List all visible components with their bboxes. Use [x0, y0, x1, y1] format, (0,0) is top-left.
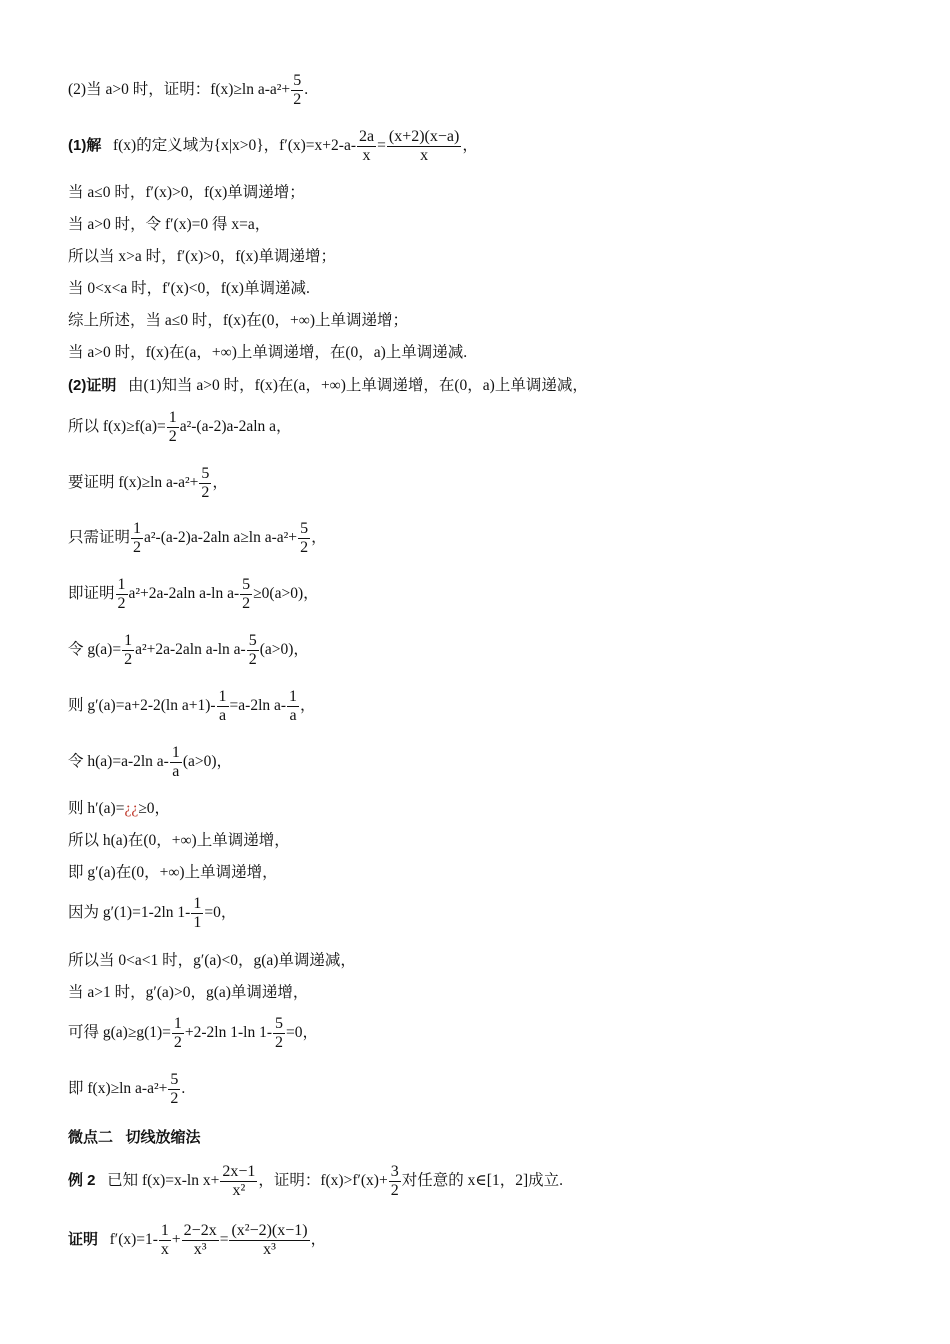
numerator: 1 — [168, 409, 177, 426]
numerator: 1 — [173, 1015, 182, 1032]
text-line — [68, 343, 467, 363]
text-line — [68, 311, 408, 331]
denominator: 2 — [124, 651, 133, 668]
numerator: 2x−1 — [222, 1163, 256, 1180]
numerator: 1 — [133, 520, 142, 537]
text-run: 即 g′(a)在(0，+∞)上单调递增， — [68, 864, 278, 881]
numerator: 3 — [390, 1163, 399, 1180]
text-run: 即证明 — [68, 585, 115, 603]
text-run: 可得 g(a)≥g(1)= — [68, 1024, 171, 1042]
numerator: 5 — [170, 1071, 179, 1088]
fraction — [217, 688, 229, 725]
denominator: 2 — [248, 651, 257, 668]
text-line — [68, 688, 316, 725]
text-run: 当 a≤0 时，f′(x)>0，f(x)单调递增； — [68, 184, 305, 201]
fraction — [182, 1222, 219, 1259]
text-run: 因为 g′(1)=1-2ln 1- — [68, 904, 191, 922]
text-run: ≥0， — [138, 800, 170, 817]
denominator: 2 — [275, 1034, 283, 1051]
text-run: 对任意的 x∈[1，2]成立. — [401, 1172, 564, 1190]
fraction — [167, 409, 179, 446]
fraction — [159, 1222, 171, 1259]
text-run: =0， — [286, 1024, 318, 1042]
text-run: 已知 f(x)=x-ln x+ — [95, 1172, 220, 1190]
text-run: + — [171, 1231, 181, 1249]
text-line — [68, 465, 228, 502]
numerator: 2−2x — [183, 1222, 217, 1239]
text-run: 令 h(a)=a-2ln a- — [68, 753, 169, 771]
numerator: (x+2)(x−a) — [388, 128, 460, 145]
denominator: x — [160, 1241, 169, 1258]
text-run: a²+2a-2aln a-ln a- — [135, 641, 246, 659]
text-run: =a-2ln a- — [229, 697, 287, 715]
numerator: 1 — [124, 632, 133, 649]
text-line — [68, 831, 290, 851]
denominator: x³ — [263, 1241, 276, 1258]
numerator: 5 — [242, 576, 251, 593]
numerator: 1 — [171, 744, 180, 761]
text-line — [68, 247, 336, 267]
fraction — [191, 895, 203, 932]
text-run: =0， — [204, 904, 237, 922]
text-run: 当 0<x<a 时，f′(x)<0，f(x)单调递减. — [68, 280, 310, 297]
text-line — [68, 128, 478, 165]
text-run: . — [304, 81, 309, 99]
denominator: a — [218, 707, 227, 724]
fraction — [287, 688, 299, 725]
fraction — [240, 576, 252, 613]
text-run: ， — [310, 1231, 327, 1249]
fraction — [389, 1163, 401, 1200]
text-run: 即 f(x)≥ln a-a²+ — [68, 1080, 168, 1098]
bold-label: (1)解 — [68, 137, 102, 155]
denominator: x² — [232, 1182, 246, 1199]
text-line — [68, 576, 319, 613]
bold-label: 例 2 — [68, 1172, 96, 1190]
denominator: x³ — [193, 1241, 207, 1258]
text-line — [68, 863, 278, 883]
numerator: 2a — [359, 128, 375, 145]
text-line — [68, 72, 308, 109]
text-run: 所以 f(x)≥f(a)= — [68, 418, 166, 436]
numerator: 1 — [117, 576, 126, 593]
fraction — [116, 576, 128, 613]
denominator: 2 — [170, 1090, 179, 1107]
fraction — [170, 744, 182, 781]
text-run: ≥0(a>0)， — [253, 585, 319, 603]
example-statement — [68, 1163, 563, 1200]
text-line — [68, 895, 236, 932]
denominator: a — [172, 763, 180, 780]
text-run: 要证明 f(x)≥ln a-a²+ — [68, 474, 199, 492]
text-run: a²-(a-2)a-2aln a≥ln a-a²+ — [144, 529, 298, 547]
fraction — [298, 520, 310, 557]
text-run: ， — [212, 474, 228, 492]
text-line — [68, 1071, 185, 1108]
garbled-glyph: ¿¿ — [124, 800, 139, 817]
bold-label: (2)证明 — [68, 377, 117, 394]
text-line — [68, 951, 356, 971]
fraction — [199, 465, 211, 502]
text-run: a²+2a-2aln a-ln a- — [128, 585, 240, 603]
numerator: (x²−2)(x−1) — [231, 1222, 308, 1239]
text-run: 则 g′(a)=a+2-2(ln a+1)- — [68, 697, 216, 715]
section-heading — [68, 1128, 201, 1148]
fraction — [229, 1222, 309, 1259]
denominator: 2 — [201, 484, 210, 501]
text-run: f′(x)=1- — [98, 1231, 158, 1249]
numerator: 5 — [300, 520, 309, 537]
text-line — [68, 279, 310, 299]
denominator: 2 — [173, 1034, 182, 1051]
text-line — [68, 632, 309, 669]
text-run: +2-2ln 1-ln 1- — [184, 1024, 272, 1042]
text-run: a²-(a-2)a-2aln a， — [179, 418, 292, 436]
denominator: 2 — [390, 1182, 399, 1199]
text-run: = — [219, 1231, 229, 1249]
text-line — [68, 520, 327, 557]
text-run: 令 g(a)= — [68, 641, 122, 659]
text-line — [68, 215, 270, 235]
text-line — [68, 183, 305, 203]
denominator: 2 — [133, 539, 142, 556]
text-run: 则 h′(a)= — [68, 800, 125, 817]
text-run: (2)当 a>0 时，证明：f(x)≥ln a-a²+ — [68, 81, 291, 99]
text-run: ， — [311, 529, 327, 547]
numerator: 5 — [293, 72, 302, 89]
numerator: 5 — [248, 632, 257, 649]
text-line — [68, 409, 292, 446]
fraction — [291, 72, 303, 109]
denominator: 2 — [300, 539, 309, 556]
text-line — [68, 744, 232, 781]
text-run: 所以当 0<a<1 时，g′(a)<0，g(a)单调递减， — [68, 952, 356, 969]
fraction — [122, 632, 134, 669]
text-run: 只需证明 — [68, 529, 131, 547]
denominator: a — [289, 707, 297, 724]
text-line — [68, 799, 170, 819]
text-run: = — [377, 137, 386, 155]
numerator: 1 — [160, 1222, 169, 1239]
text-run: 所以当 x>a 时，f′(x)>0，f(x)单调递增； — [68, 248, 336, 265]
fraction — [220, 1163, 257, 1200]
fraction — [247, 632, 259, 669]
text-run: 当 a>1 时，g′(a)>0，g(a)单调递增， — [68, 984, 309, 1001]
numerator: 1 — [193, 895, 202, 912]
numerator: 5 — [201, 465, 210, 482]
text-run: (a>0)， — [182, 753, 233, 771]
bold-label: 证明 — [68, 1231, 99, 1249]
numerator: 1 — [218, 688, 227, 705]
text-run: (a>0)， — [259, 641, 309, 659]
text-run: 由(1)知当 a>0 时，f(x)在(a，+∞)上单调递增，在(0，a)上单调递减， — [116, 377, 588, 394]
denominator: 1 — [193, 914, 202, 931]
fraction — [168, 1071, 180, 1108]
text-run: ， — [300, 697, 316, 715]
text-line — [68, 376, 588, 396]
bold-label: 微点二 切线放缩法 — [68, 1129, 201, 1146]
text-run: f(x)的定义域为{x|x>0}，f′(x)=x+2-a- — [101, 137, 356, 155]
text-line — [68, 983, 308, 1003]
text-line — [68, 1015, 318, 1052]
text-run: 当 a>0 时，f(x)在(a，+∞)上单调递增，在(0，a)上单调递减. — [68, 344, 468, 361]
denominator: 2 — [293, 91, 302, 108]
text-run: . — [181, 1080, 186, 1098]
text-run: 综上所述，当 a≤0 时，f(x)在(0，+∞)上单调递增； — [68, 312, 408, 329]
text-run: 所以 h(a)在(0，+∞)上单调递增， — [68, 832, 290, 849]
fraction — [357, 128, 376, 165]
denominator: x — [420, 147, 429, 164]
fraction — [131, 520, 143, 557]
denominator: x — [362, 147, 371, 164]
denominator: 2 — [242, 595, 251, 612]
fraction — [273, 1015, 285, 1052]
text-line — [68, 1222, 326, 1259]
denominator: 2 — [117, 595, 126, 612]
text-run: ，证明：f(x)>f′(x)+ — [258, 1172, 388, 1190]
numerator: 1 — [289, 688, 298, 705]
numerator: 5 — [275, 1015, 283, 1032]
fraction — [172, 1015, 184, 1052]
text-run: 当 a>0 时，令 f′(x)=0 得 x=a， — [68, 216, 271, 233]
fraction — [387, 128, 461, 165]
denominator: 2 — [168, 428, 177, 445]
text-run: ， — [462, 137, 478, 155]
